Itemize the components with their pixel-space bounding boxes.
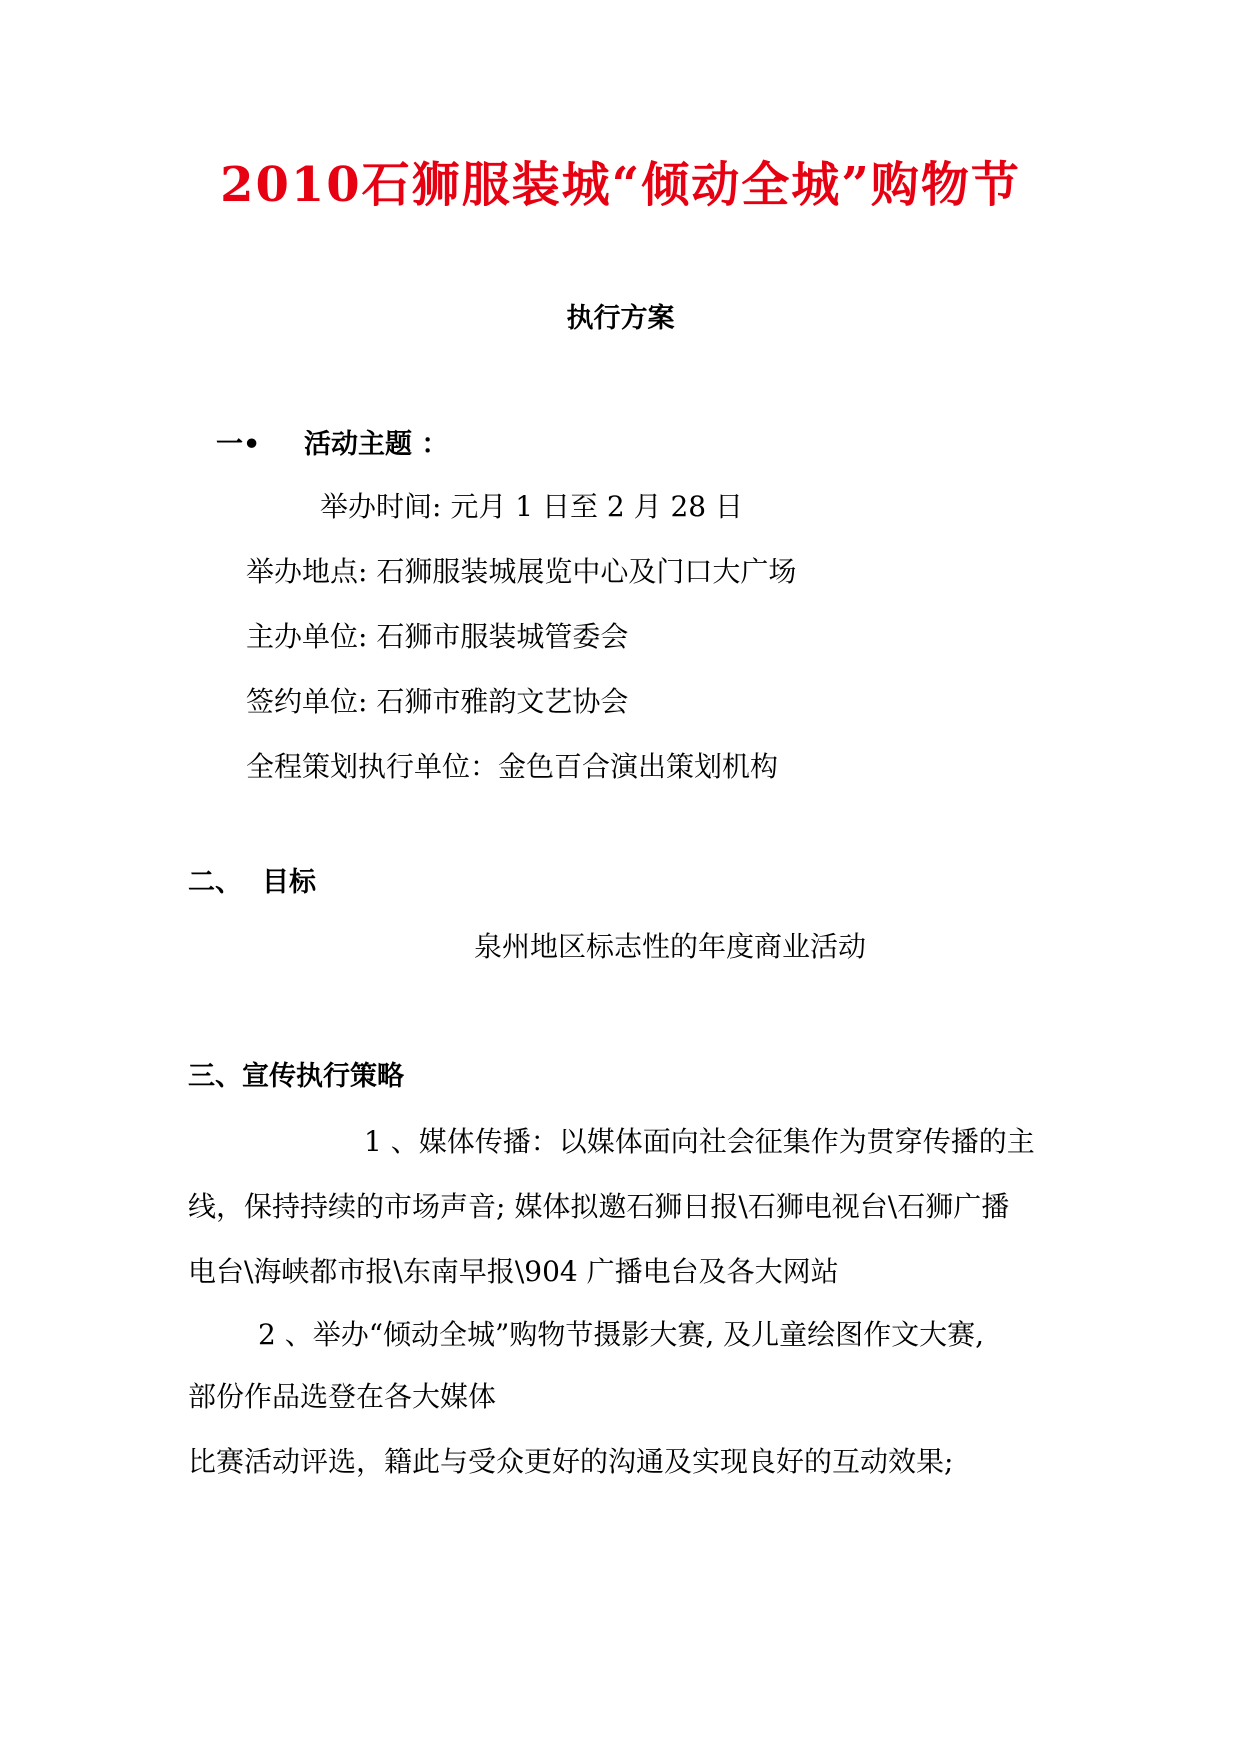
section2-marker: 二、 [188,867,242,898]
section1-line-time: 举办时间: 元月 1 日至 2 月 28 日 [320,490,743,523]
section1-line-planner: 全程策划执行单位：金色百合演出策划机构 [246,750,779,783]
section1-line-host: 主办单位: 石狮市服装城管委会 [246,620,629,653]
document-title: 2010石狮服装城“倾动全城”购物节 [220,157,1021,213]
document-subtitle: 执行方案 [566,303,675,334]
section3-heading: 三、宣传执行策略 [188,1061,404,1092]
section3-line-2: 线，保持持续的市场声音; 媒体拟邀石狮日报\石狮电视台\石狮广播 [188,1190,1010,1223]
section3-line-6: 比赛活动评选，籍此与受众更好的沟通及实现良好的互动效果; [188,1445,954,1478]
section1-marker: 一• [216,429,261,460]
section3-line-4: 2 、举办“倾动全城”购物节摄影大赛, 及儿童绘图作文大赛, [258,1318,985,1351]
section1-line-contract: 签约单位: 石狮市雅韵文艺协会 [246,685,629,718]
section2-line-goal: 泉州地区标志性的年度商业活动 [474,930,867,963]
section1-heading: 活动主题 ： [304,429,449,460]
section2-heading: 目标 [262,867,316,898]
section1-line-venue: 举办地点: 石狮服装城展览中心及门口大广场 [246,555,797,588]
section3-line-5: 部份作品选登在各大媒体 [188,1380,497,1413]
section3-line-3: 电台\海峡都市报\东南早报\904 广播电台及各大网站 [188,1255,839,1288]
section3-line-1: 1 、媒体传播：以媒体面向社会征集作为贯穿传播的主 [364,1125,1035,1158]
